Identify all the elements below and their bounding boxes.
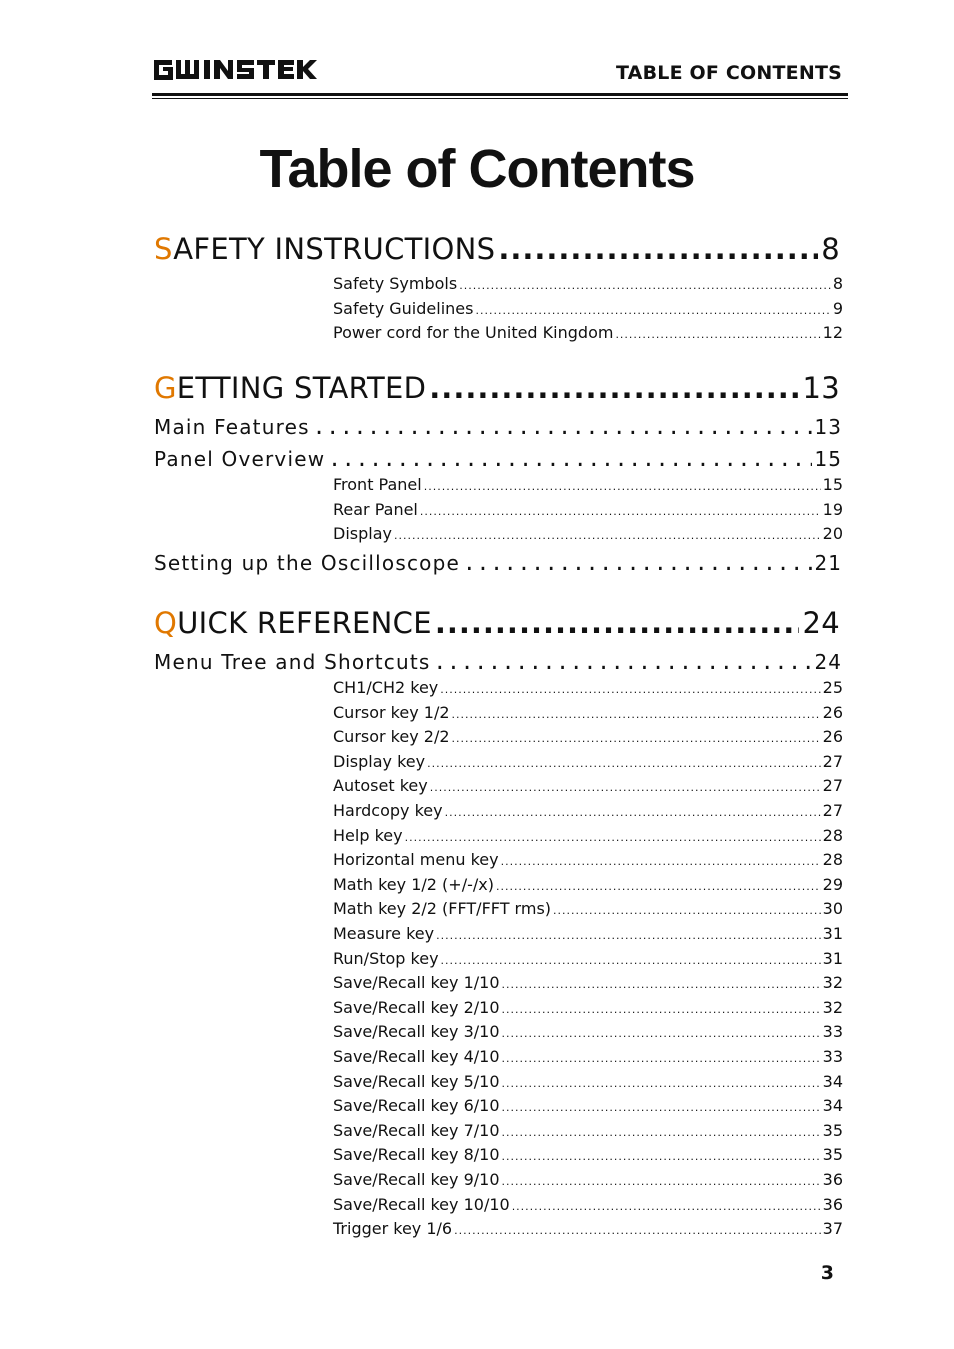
toc-entry-label: Hardcopy key [333, 801, 443, 820]
toc-page-number: 15 [822, 475, 843, 494]
toc-entry-label: Save/Recall key 2/10 [333, 997, 500, 1017]
toc-entry-label: Save/Recall key 7/10 [333, 1120, 500, 1140]
dot-leader [502, 1101, 821, 1114]
toc-page-number: 28 [822, 825, 843, 845]
toc-page-number: 20 [822, 524, 843, 544]
toc-chapter-entry[interactable] [154, 232, 840, 266]
dot-leader [430, 781, 821, 794]
dot-leader [502, 1052, 821, 1065]
dot-leader [502, 1003, 821, 1016]
toc-page-number: 35 [822, 1120, 843, 1140]
gw-instek-logo [152, 56, 322, 82]
toc-entry-label: Panel Overview [154, 447, 326, 471]
page-header [152, 52, 848, 98]
toc-subsection-entry[interactable] [333, 524, 843, 543]
toc-subsection-entry[interactable] [333, 1072, 843, 1091]
toc-subsection-entry[interactable] [333, 998, 843, 1017]
dot-leader [463, 551, 812, 575]
toc-subsection-entry[interactable] [333, 323, 843, 342]
toc-entry-label: Save/Recall key 1/10 [333, 973, 500, 993]
toc-subsection-entry[interactable] [333, 1121, 843, 1140]
dot-leader [459, 279, 831, 292]
toc-entry-label: Save/Recall key 3/10 [333, 1022, 500, 1042]
toc-page-number: 15 [814, 447, 842, 471]
toc-chapter-title [154, 232, 495, 266]
toc-page-number: 9 [832, 298, 843, 318]
toc-entry-label: Save/Recall key 8/10 [333, 1145, 500, 1165]
chapter-title-rest: UICK REFERENCE [177, 606, 432, 640]
toc-subsection-entry[interactable] [333, 973, 843, 992]
toc-page-number: 36 [822, 1170, 843, 1189]
toc-entry-label: Setting up the Oscilloscope [154, 550, 460, 575]
dot-leader [394, 529, 821, 542]
chapter-initial-letter: S [154, 232, 174, 266]
toc-subsection-entry[interactable] [333, 727, 843, 746]
toc-entry-label: Safety Symbols [333, 274, 458, 293]
toc-page-number: 30 [822, 899, 843, 919]
toc-section-entry[interactable] [154, 551, 842, 575]
dot-leader [405, 831, 821, 844]
dot-leader [502, 1027, 821, 1040]
toc-subsection-entry[interactable] [333, 1145, 843, 1164]
toc-entry-label: Autoset key [333, 776, 428, 796]
dot-leader [496, 880, 821, 893]
header-section-title: TABLE OF CONTENTS [615, 62, 842, 84]
toc-subsection-entry[interactable] [333, 924, 843, 943]
toc-page-number: 26 [822, 727, 843, 747]
dot-leader [502, 1150, 821, 1163]
dot-leader [441, 954, 821, 967]
toc-chapter-title [154, 371, 426, 405]
toc-subsection-entry[interactable] [333, 752, 843, 771]
toc-page-number: 27 [822, 801, 843, 820]
dot-leader [553, 904, 821, 917]
dot-leader [498, 232, 818, 266]
dot-leader [328, 447, 811, 471]
toc-entry-label: Math key 1/2 (+/-/x) [333, 874, 494, 894]
dot-leader [452, 732, 821, 745]
toc-page-number: 19 [822, 499, 843, 519]
chapter-title-rest: ETTING STARTED [176, 371, 427, 405]
toc-page-number: 32 [822, 973, 843, 993]
toc-subsection-entry[interactable] [333, 475, 843, 494]
dot-leader [440, 683, 820, 696]
chapter-initial-letter: G [154, 371, 177, 405]
toc-page-number: 33 [822, 1047, 843, 1066]
dot-leader [434, 650, 812, 674]
toc-page-number: 34 [822, 1096, 843, 1116]
toc-page-number: 13 [802, 371, 840, 405]
toc-subsection-entry[interactable] [333, 299, 843, 318]
toc-subsection-entry[interactable] [333, 801, 843, 820]
dot-leader [452, 708, 821, 721]
toc-page-number: 27 [822, 751, 843, 771]
toc-entry-label: CH1/CH2 key [333, 678, 439, 697]
toc-entry-label: Power cord for the United Kingdom [333, 323, 614, 343]
toc-page-number: 37 [822, 1219, 843, 1239]
toc-subsection-entry[interactable] [333, 1022, 843, 1041]
toc-entry-label: Front Panel [333, 475, 422, 494]
toc-page-number: 36 [822, 1194, 843, 1214]
dot-leader [501, 855, 821, 868]
toc-entry-label: Trigger key 1/6 [333, 1219, 453, 1239]
toc-section-entry[interactable] [154, 650, 842, 674]
dot-leader [502, 1175, 821, 1188]
chapter-initial-letter: Q [154, 606, 178, 640]
toc-entry-label: Display [333, 524, 392, 544]
header-rule-thin [152, 98, 848, 99]
dot-leader [435, 606, 800, 640]
toc-page-number: 25 [822, 678, 843, 697]
toc-entry-label: Run/Stop key [333, 948, 439, 968]
toc-subsection-entry[interactable] [333, 1219, 843, 1238]
toc-entry-label: Horizontal menu key [333, 850, 499, 870]
toc-page-number: 13 [814, 415, 842, 439]
chapter-title-rest: AFETY INSTRUCTIONS [173, 232, 496, 266]
toc-section-entry[interactable] [154, 447, 842, 471]
dot-leader [424, 480, 821, 493]
dot-leader [454, 1224, 821, 1237]
toc-page-number: 24 [802, 606, 840, 640]
toc-page-number: 8 [832, 274, 843, 293]
toc-subsection-entry[interactable] [333, 500, 843, 519]
toc-entry-label: Save/Recall key 4/10 [333, 1047, 500, 1066]
dot-leader [429, 371, 799, 405]
toc-entry-label: Save/Recall key 9/10 [333, 1170, 500, 1189]
page-title: Table of Contents [259, 139, 695, 199]
toc-page-number: 24 [814, 650, 842, 674]
toc-entry-label: Math key 2/2 (FFT/FFT rms) [333, 899, 552, 919]
dot-leader [615, 328, 820, 341]
toc-page-number: 29 [822, 874, 843, 894]
toc-entry-label: Safety Guidelines [333, 298, 474, 318]
header-rule [152, 93, 848, 96]
toc-entry-label: Save/Recall key 5/10 [333, 1071, 500, 1091]
toc-entry-label: Rear Panel [333, 499, 418, 519]
dot-leader [436, 929, 821, 942]
toc-entry-label: Cursor key 1/2 [333, 702, 450, 722]
toc-subsection-entry[interactable] [333, 776, 843, 795]
toc-page-number: 31 [822, 948, 843, 968]
toc-subsection-entry[interactable] [333, 274, 843, 293]
dot-leader [313, 415, 812, 439]
toc-page-number: 32 [822, 997, 843, 1017]
toc-subsection-entry[interactable] [333, 703, 843, 722]
toc-subsection-entry[interactable] [333, 1195, 843, 1214]
toc-subsection-entry[interactable] [333, 826, 843, 845]
toc-subsection-entry[interactable] [333, 678, 843, 697]
toc-subsection-entry[interactable] [333, 949, 843, 968]
toc-subsection-entry[interactable] [333, 1170, 843, 1189]
toc-page-number: 27 [822, 776, 843, 796]
page-number: 3 [820, 1262, 834, 1284]
dot-leader [420, 505, 821, 518]
toc-page-number: 26 [822, 702, 843, 722]
toc-page-number: 21 [814, 550, 842, 575]
toc-entry-label: Save/Recall key 10/10 [333, 1194, 510, 1214]
dot-leader [502, 978, 821, 991]
dot-leader [502, 1126, 821, 1139]
toc-chapter-entry[interactable] [154, 371, 840, 405]
toc-entry-label: Display key [333, 751, 426, 771]
toc-subsection-entry[interactable] [333, 875, 843, 894]
toc-subsection-entry[interactable] [333, 1096, 843, 1115]
toc-page-number: 34 [822, 1071, 843, 1091]
toc-page-number: 35 [822, 1145, 843, 1165]
toc-page-number: 28 [822, 850, 843, 870]
toc-entry-label: Cursor key 2/2 [333, 727, 450, 747]
dot-leader [475, 304, 830, 317]
dot-leader [445, 806, 821, 819]
toc-section-entry[interactable] [154, 415, 842, 439]
toc-subsection-entry[interactable] [333, 899, 843, 918]
toc-chapter-title [154, 606, 432, 640]
dot-leader [502, 1077, 821, 1090]
toc-chapter-entry[interactable] [154, 606, 840, 640]
dot-leader [512, 1200, 821, 1213]
toc-page-number: 31 [822, 924, 843, 943]
toc-subsection-entry[interactable] [333, 1047, 843, 1066]
toc-subsection-entry[interactable] [333, 850, 843, 869]
toc-entry-label: Main Features [154, 415, 310, 439]
toc-page-number: 12 [822, 323, 843, 343]
dot-leader [427, 757, 821, 770]
toc-page-number: 33 [822, 1022, 843, 1042]
toc-entry-label: Menu Tree and Shortcuts [154, 650, 431, 674]
toc-page-number: 8 [821, 232, 840, 266]
toc-entry-label: Measure key [333, 924, 435, 943]
toc-entry-label: Help key [333, 825, 403, 845]
toc-entry-label: Save/Recall key 6/10 [333, 1096, 500, 1116]
